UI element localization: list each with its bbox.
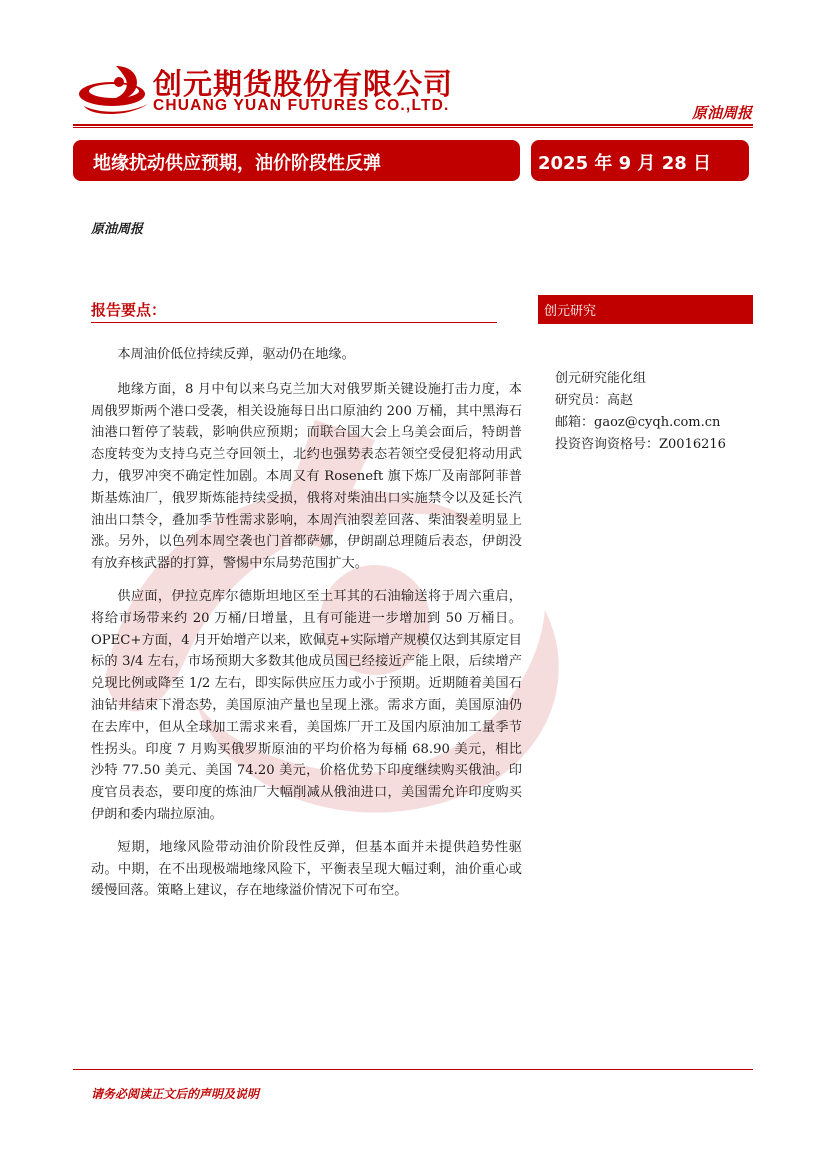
- paragraph-supply-demand: 供应面，伊拉克库尔德斯坦地区至土耳其的石油输送将于周六重启，将给市场带来约 20 万桶/日增量，且有可能进一步增加到 50 万桶日。OPEC+方面，4 月开始增产以来，欧佩克+实际增产规模仅达到其原定目标的 3/4 左右，市场预期大多数其他成员国已经接近产能上限，后续增产兑现比例或降至 1/2 左右，即实际供应压力或小于预期。近期随着美国石油钻井结束下滑态势，美国原油产量也呈现上涨。需求方面，美国原油仍在去库中，但从全球加工需求来看，美国炼厂开工及国内原油加工量季节性拐头。印度 7 月购买俄罗斯原油的平均价格为每桶 68.90 美元，相比沙特 77.50 美元、美国 74.20 美元，价格优势下印度继续购买俄油。印度官员表态，要印度的炼油厂大幅削减从俄油进口，美国需允许印度购买伊朗和委内瑞拉原油。: [91, 588, 522, 822]
- report-title: 地缘扰动供应预期，油价阶段性反弹: [93, 153, 381, 174]
- report-type-header: 原油周报: [691, 104, 752, 122]
- report-title-banner: [73, 140, 520, 181]
- section-divider: [91, 322, 497, 323]
- analyst-email: 邮箱：gaoz@cyqh.com.cn: [555, 415, 721, 430]
- footer-divider: [73, 1069, 753, 1070]
- report-body: [91, 344, 522, 913]
- analyst-license: 投资咨询资格号：Z0016216: [555, 437, 726, 452]
- company-logo-icon: [76, 60, 156, 118]
- paragraph-outlook: 短期，地缘风险带动油价阶段性反弹，但基本面并未提供趋势性驱动。中期，在不出现极端地缘风险下，平衡表呈现大幅过剩，油价重心或缓慢回落。策略上建议，存在地缘溢价情况下可布空。: [91, 839, 522, 899]
- analyst-team: 创元研究能化组: [555, 371, 647, 386]
- analyst-info: [555, 368, 726, 456]
- report-date: 2025 年 9 月 28 日: [538, 153, 712, 174]
- company-name-cn: 创元期货股份有限公司: [153, 67, 454, 101]
- report-type-label: 原油周报: [91, 222, 144, 237]
- header-divider: [73, 124, 753, 126]
- sidebar-header: [538, 295, 753, 324]
- analyst-researcher: 研究员：高赵: [555, 393, 634, 408]
- report-date-banner: [531, 140, 749, 181]
- company-name-en: CHUANG YUAN FUTURES CO.,LTD.: [153, 97, 450, 114]
- sidebar-header-label: 创元研究: [544, 304, 597, 319]
- header-divider-thin: [73, 127, 753, 128]
- footer-disclaimer: 请务必阅读正文后的声明及说明: [91, 1087, 260, 1101]
- paragraph-geopolitics: 地缘方面，8 月中旬以来乌克兰加大对俄罗斯关键设施打击力度，本周俄罗斯两个港口受袭，相关设施每日出口原油约 200 万桶，其中黑海石油港口暂停了装载，影响供应预期；而联合国大会上乌美会面后，特朗普态度转变为支持乌克兰夺回领土，北约也强势表态若领空受侵犯将动用武力，俄罗冲突不确定性加剧。本周又有 Roseneft 旗下炼厂及南部阿菲普斯基炼油厂，俄罗斯炼能持续受损，俄将对柴油出口实施禁令以及延长汽油出口禁令，叠加季节性需求影响，本周汽油裂差回落、柴油裂差明显上涨。另外，以色列本周空袭也门首都萨娜，伊朗副总理随后表态，伊朗没有放弃核武器的打算，警惕中东局势范围扩大。: [91, 381, 522, 572]
- paragraph-summary: 本周油价低位持续反弹，驱动仍在地缘。: [117, 347, 355, 362]
- section-heading-key-points: 报告要点：: [91, 301, 167, 319]
